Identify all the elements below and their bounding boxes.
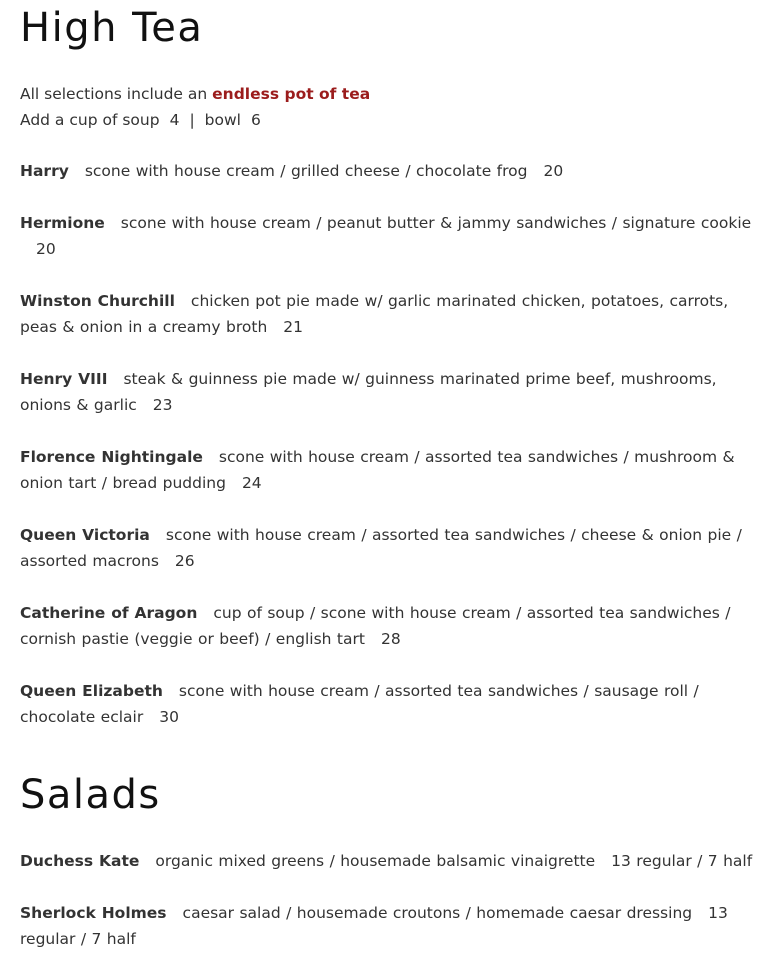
item-description: scone with house cream / grilled cheese / chocolate frog: [84, 162, 528, 180]
item-description: scone with house cream / assorted tea sandwiches / sausage roll / chocolate eclair: [20, 682, 699, 726]
item-description: chicken pot pie made w/ garlic marinated chicken, potatoes, carrots, peas & onion in a creamy broth: [20, 292, 729, 336]
item-description: scone with house cream / assorted tea sandwiches / mushroom & onion tart / bread pudding: [20, 448, 735, 492]
item-name: Hermione: [20, 214, 105, 232]
item-description: caesar salad / housemade croutons / homemade caesar dressing: [182, 904, 693, 922]
item-price: 24: [241, 474, 262, 492]
item-price: 23: [152, 396, 173, 414]
item-price: 13 regular / 7 half: [611, 852, 753, 870]
item-name: Queen Elizabeth: [20, 682, 163, 700]
soup-cup-price: 4: [169, 111, 180, 129]
soup-bowl-price: 6: [250, 111, 261, 129]
menu-item-harry: [20, 158, 755, 184]
item-price: 28: [380, 630, 401, 648]
menu-item-queen-victoria: [20, 522, 755, 574]
menu-item-florence-nightingale: [20, 444, 755, 496]
item-name: Florence Nightingale: [20, 448, 203, 466]
item-description: cup of soup / scone with house cream / assorted tea sandwiches / cornish pastie (veggie or beef) / english tart: [20, 604, 731, 648]
high-tea-heading: High Tea: [20, 5, 204, 51]
soup-addon: [20, 107, 755, 133]
menu-item-duchess-kate: [20, 848, 755, 874]
item-price: 20: [36, 240, 56, 258]
tea-note: [20, 81, 755, 107]
high-tea-intro: [20, 81, 755, 133]
endless-tea-highlight: endless pot of tea: [212, 85, 371, 103]
item-name: Harry: [20, 162, 69, 180]
soup-addon-label: Add a cup of soup: [20, 111, 160, 129]
tea-note-text: All selections include an: [20, 85, 213, 103]
item-name: Catherine of Aragon: [20, 604, 198, 622]
item-price: 26: [174, 552, 195, 570]
item-name: Henry VIII: [20, 370, 108, 388]
item-description: steak & guinness pie made w/ guinness marinated prime beef, mushrooms, onions & garlic: [20, 370, 717, 414]
item-description: scone with house cream / assorted tea sandwiches / cheese & onion pie / assorted macrons: [20, 526, 742, 570]
menu-item-queen-elizabeth: [20, 678, 755, 730]
menu-item-winston-churchill: [20, 288, 755, 340]
menu-item-sherlock-holmes: [20, 900, 755, 952]
item-name: Winston Churchill: [20, 292, 175, 310]
item-price: 21: [283, 318, 303, 336]
salads-heading: Salads: [20, 772, 161, 818]
menu-item-hermione: [20, 210, 755, 262]
soup-bowl-label: bowl: [204, 111, 241, 129]
menu-item-catherine-of-aragon: [20, 600, 755, 652]
item-name: Duchess Kate: [20, 852, 140, 870]
item-price: 20: [543, 162, 564, 180]
menu-item-henry-viii: [20, 366, 755, 418]
soup-divider: |: [189, 111, 195, 129]
item-description: scone with house cream / peanut butter & jammy sandwiches / signature cookie: [120, 214, 752, 232]
item-description: organic mixed greens / housemade balsamic vinaigrette: [155, 852, 596, 870]
item-price: 13 regular / 7 half: [20, 904, 728, 948]
item-price: 30: [159, 708, 179, 726]
item-name: Sherlock Holmes: [20, 904, 167, 922]
item-name: Queen Victoria: [20, 526, 150, 544]
